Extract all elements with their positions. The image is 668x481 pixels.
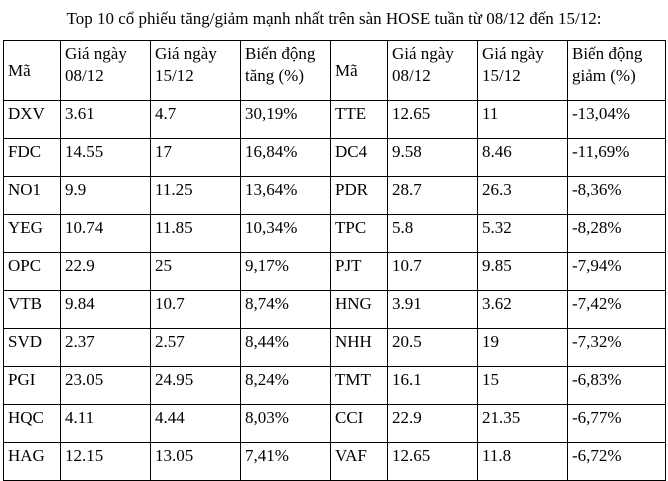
cell-loss-price-start: 9.58 bbox=[388, 139, 478, 177]
cell-loss-change: -6,72% bbox=[568, 443, 666, 481]
table-row bbox=[4, 329, 666, 367]
cell-gain-change: 8,24% bbox=[241, 367, 331, 405]
table-row bbox=[4, 253, 666, 291]
cell-loss-change: -6,83% bbox=[568, 367, 666, 405]
table-row bbox=[4, 177, 666, 215]
cell-loss-price-start: 20.5 bbox=[388, 329, 478, 367]
cell-loss-change: -8,36% bbox=[568, 177, 666, 215]
cell-gain-price-end: 10.7 bbox=[151, 291, 241, 329]
cell-gain-price-end: 2.57 bbox=[151, 329, 241, 367]
cell-gain-change: 8,03% bbox=[241, 405, 331, 443]
cell-loss-price-start: 22.9 bbox=[388, 405, 478, 443]
cell-loss-price-end: 5.32 bbox=[478, 215, 568, 253]
cell-gain-change: 8,74% bbox=[241, 291, 331, 329]
cell-loss-price-start: 12.65 bbox=[388, 101, 478, 139]
header-loss-price-start: Giá ngày 08/12 bbox=[388, 41, 478, 101]
cell-gain-change: 9,17% bbox=[241, 253, 331, 291]
cell-gain-code: HAG bbox=[4, 443, 61, 481]
cell-loss-code: HNG bbox=[331, 291, 388, 329]
cell-gain-code: DXV bbox=[4, 101, 61, 139]
cell-gain-price-start: 2.37 bbox=[61, 329, 151, 367]
cell-gain-change: 10,34% bbox=[241, 215, 331, 253]
cell-gain-change: 30,19% bbox=[241, 101, 331, 139]
cell-gain-code: FDC bbox=[4, 139, 61, 177]
cell-loss-change: -7,42% bbox=[568, 291, 666, 329]
cell-gain-change: 16,84% bbox=[241, 139, 331, 177]
cell-loss-code: CCI bbox=[331, 405, 388, 443]
table-row bbox=[4, 443, 666, 481]
cell-gain-price-start: 14.55 bbox=[61, 139, 151, 177]
header-gain-price-end: Giá ngày 15/12 bbox=[151, 41, 241, 101]
cell-gain-price-end: 11.85 bbox=[151, 215, 241, 253]
cell-loss-change: -7,94% bbox=[568, 253, 666, 291]
table-row bbox=[4, 139, 666, 177]
cell-loss-price-start: 10.7 bbox=[388, 253, 478, 291]
cell-gain-price-start: 22.9 bbox=[61, 253, 151, 291]
cell-gain-code: SVD bbox=[4, 329, 61, 367]
cell-gain-price-start: 10.74 bbox=[61, 215, 151, 253]
cell-gain-price-start: 4.11 bbox=[61, 405, 151, 443]
cell-gain-price-end: 4.7 bbox=[151, 101, 241, 139]
cell-gain-price-end: 24.95 bbox=[151, 367, 241, 405]
cell-gain-code: OPC bbox=[4, 253, 61, 291]
table-row bbox=[4, 215, 666, 253]
cell-loss-change: -8,28% bbox=[568, 215, 666, 253]
cell-loss-price-end: 21.35 bbox=[478, 405, 568, 443]
table-row bbox=[4, 101, 666, 139]
cell-gain-code: VTB bbox=[4, 291, 61, 329]
header-gain-change: Biến động tăng (%) bbox=[241, 41, 331, 101]
table-header-row bbox=[4, 41, 666, 101]
cell-gain-change: 8,44% bbox=[241, 329, 331, 367]
header-loss-change: Biến động giảm (%) bbox=[568, 41, 666, 101]
cell-gain-price-start: 9.9 bbox=[61, 177, 151, 215]
cell-loss-price-start: 28.7 bbox=[388, 177, 478, 215]
cell-loss-code: PJT bbox=[331, 253, 388, 291]
cell-loss-price-end: 11 bbox=[478, 101, 568, 139]
cell-gain-price-start: 23.05 bbox=[61, 367, 151, 405]
cell-loss-code: NHH bbox=[331, 329, 388, 367]
cell-gain-price-end: 11.25 bbox=[151, 177, 241, 215]
cell-loss-price-end: 26.3 bbox=[478, 177, 568, 215]
cell-loss-price-end: 19 bbox=[478, 329, 568, 367]
cell-loss-code: DC4 bbox=[331, 139, 388, 177]
cell-gain-price-start: 3.61 bbox=[61, 101, 151, 139]
table-body bbox=[4, 101, 666, 481]
cell-gain-change: 13,64% bbox=[241, 177, 331, 215]
cell-gain-price-end: 25 bbox=[151, 253, 241, 291]
table-title: Top 10 cổ phiếu tăng/giảm mạnh nhất trên sàn HOSE tuần từ 08/12 đến 15/12: bbox=[66, 9, 602, 28]
cell-loss-price-end: 8.46 bbox=[478, 139, 568, 177]
cell-loss-code: TMT bbox=[331, 367, 388, 405]
table-row bbox=[4, 291, 666, 329]
cell-gain-price-end: 13.05 bbox=[151, 443, 241, 481]
cell-loss-change: -13,04% bbox=[568, 101, 666, 139]
cell-loss-price-end: 15 bbox=[478, 367, 568, 405]
header-gain-price-start: Giá ngày 08/12 bbox=[61, 41, 151, 101]
cell-gain-change: 7,41% bbox=[241, 443, 331, 481]
stock-movers-table bbox=[3, 40, 666, 481]
cell-loss-price-start: 12.65 bbox=[388, 443, 478, 481]
cell-loss-price-start: 5.8 bbox=[388, 215, 478, 253]
cell-gain-price-start: 9.84 bbox=[61, 291, 151, 329]
cell-loss-code: TTE bbox=[331, 101, 388, 139]
cell-loss-price-end: 3.62 bbox=[478, 291, 568, 329]
cell-loss-price-start: 3.91 bbox=[388, 291, 478, 329]
cell-loss-change: -11,69% bbox=[568, 139, 666, 177]
cell-loss-change: -7,32% bbox=[568, 329, 666, 367]
table-row bbox=[4, 367, 666, 405]
cell-gain-price-end: 4.44 bbox=[151, 405, 241, 443]
cell-gain-price-end: 17 bbox=[151, 139, 241, 177]
cell-loss-price-start: 16.1 bbox=[388, 367, 478, 405]
cell-gain-code: PGI bbox=[4, 367, 61, 405]
cell-gain-price-start: 12.15 bbox=[61, 443, 151, 481]
cell-loss-price-end: 9.85 bbox=[478, 253, 568, 291]
header-gain-code: Mã bbox=[4, 41, 61, 101]
cell-loss-code: VAF bbox=[331, 443, 388, 481]
header-loss-price-end: Giá ngày 15/12 bbox=[478, 41, 568, 101]
table-row bbox=[4, 405, 666, 443]
cell-gain-code: YEG bbox=[4, 215, 61, 253]
cell-gain-code: HQC bbox=[4, 405, 61, 443]
cell-loss-code: TPC bbox=[331, 215, 388, 253]
header-loss-code: Mã bbox=[331, 41, 388, 101]
cell-loss-price-end: 11.8 bbox=[478, 443, 568, 481]
cell-loss-code: PDR bbox=[331, 177, 388, 215]
cell-loss-change: -6,77% bbox=[568, 405, 666, 443]
cell-gain-code: NO1 bbox=[4, 177, 61, 215]
